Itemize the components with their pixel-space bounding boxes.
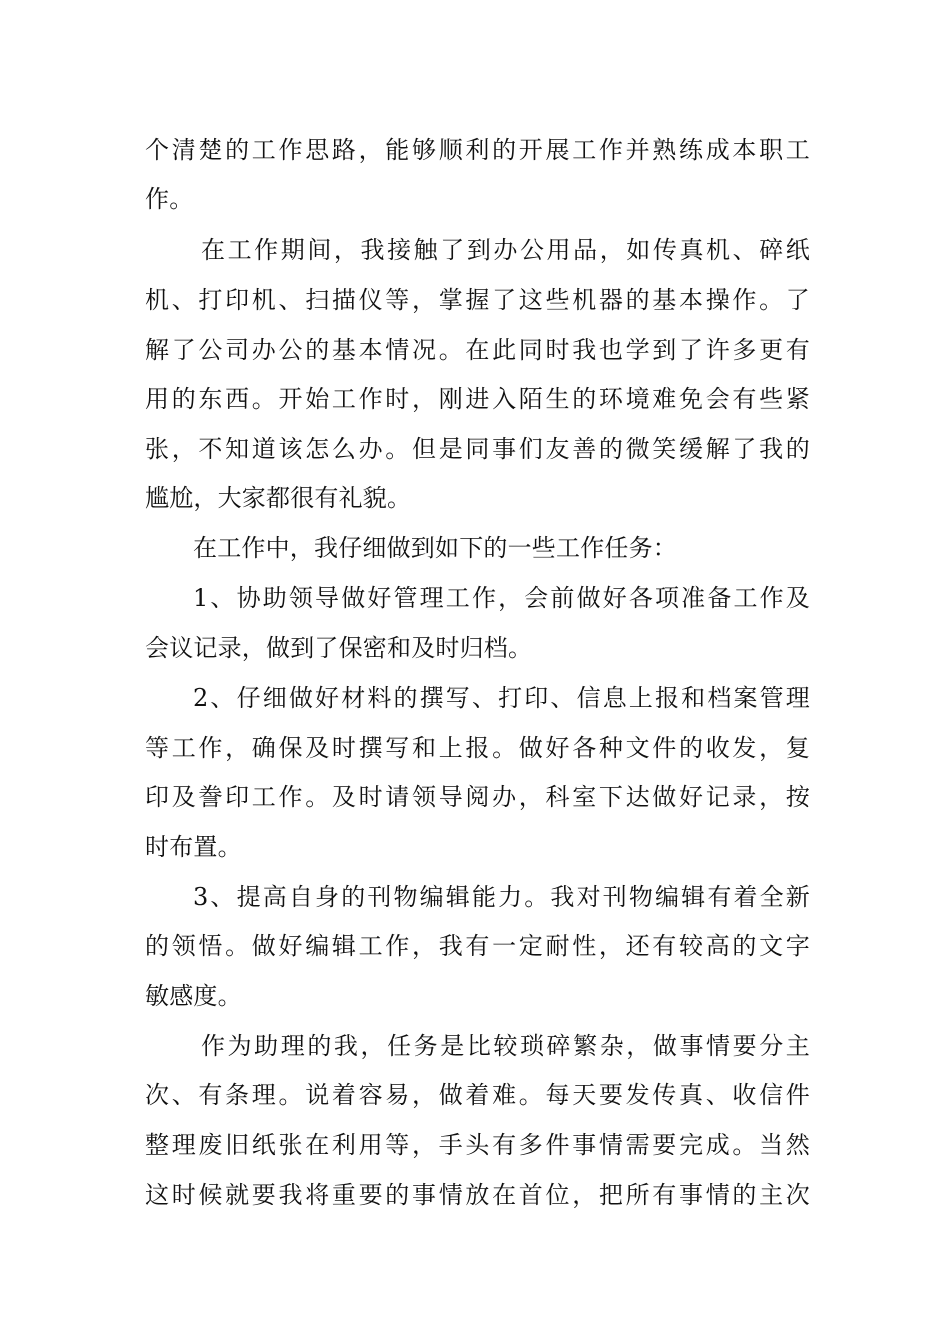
text-line: 1、协助领导做好管理工作，会前做好各项准备工作及 — [193, 584, 810, 612]
text-line: 机、打印机、扫描仪等，掌握了这些机器的基本操作。了 — [145, 286, 810, 314]
text-line: 个清楚的工作思路，能够顺利的开展工作并熟练成本职工 — [145, 136, 810, 164]
text-line: 作为助理的我，任务是比较琐碎繁杂，做事情要分主 — [201, 1032, 810, 1060]
text-line: 的领悟。做好编辑工作，我有一定耐性，还有较高的文字 — [145, 932, 810, 960]
text-line: 在工作期间，我接触了到办公用品，如传真机、碎纸 — [201, 236, 810, 264]
text-line: 敏感度。 — [145, 982, 242, 1010]
text-line: 等工作，确保及时撰写和上报。做好各种文件的收发，复 — [145, 734, 810, 762]
text-line: 印及誊印工作。及时请领导阅办，科室下达做好记录，按 — [145, 783, 810, 811]
text-line: 作。 — [145, 185, 194, 213]
text-line: 3、提高自身的刊物编辑能力。我对刊物编辑有着全新 — [193, 883, 810, 911]
text-line: 整理废旧纸张在利用等，手头有多件事情需要完成。当然 — [145, 1131, 810, 1159]
text-line: 2、仔细做好材料的撰写、打印、信息上报和档案管理 — [193, 684, 810, 712]
text-line: 次、有条理。说着容易，做着难。每天要发传真、收信件 — [145, 1081, 810, 1109]
text-line: 时布置。 — [145, 833, 242, 861]
text-line: 会议记录，做到了保密和及时归档。 — [145, 634, 533, 662]
text-line: 解了公司办公的基本情况。在此同时我也学到了许多更有 — [145, 336, 810, 364]
text-line: 用的东西。开始工作时，刚进入陌生的环境难免会有些紧 — [145, 385, 810, 413]
text-line: 张，不知道该怎么办。但是同事们友善的微笑缓解了我的 — [145, 435, 810, 463]
text-line: 尴尬，大家都很有礼貌。 — [145, 484, 412, 512]
text-line: 这时候就要我将重要的事情放在首位，把所有事情的主次 — [145, 1181, 810, 1209]
text-line: 在工作中，我仔细做到如下的一些工作任务： — [193, 534, 677, 562]
